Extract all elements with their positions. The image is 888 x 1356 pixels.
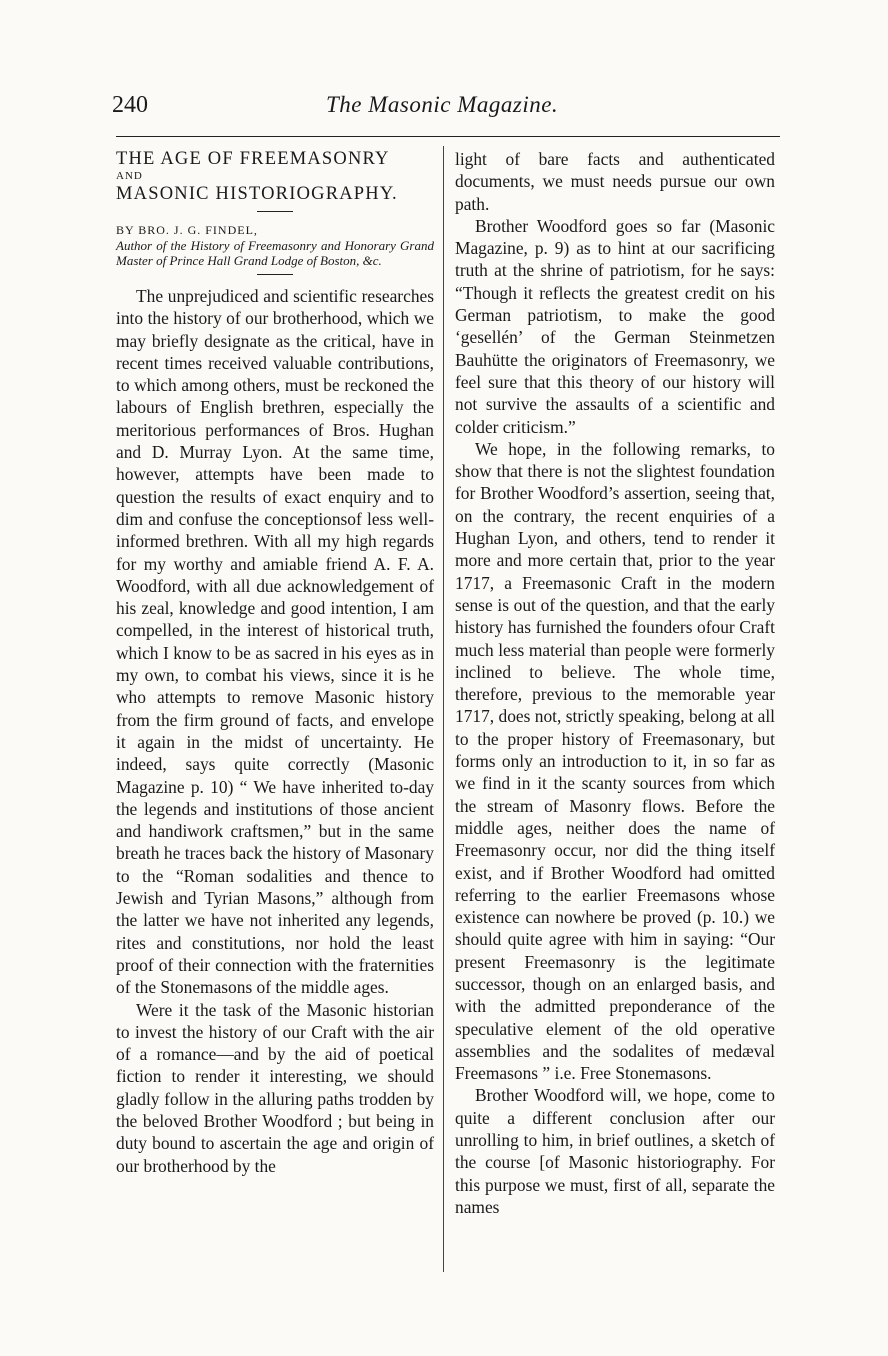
title-divider xyxy=(257,211,293,212)
paragraph: light of bare facts and authenticated documents, we must needs pursue our own path. xyxy=(455,149,775,214)
paragraph: Brother Woodford goes so far (Masonic Magazine, p. 9) as to hint at our sacrificing truth at the shrine of patriotism, for he says: “Though it reflects the greatest credit on his German patriotism, to make the good ‘gesellén’ of the German Steinmetzen Bauhütte the originators of Freemasonry, we feel sure that this theory of our history will not survive the assaults of a scientific and colder criticism.” xyxy=(455,215,775,437)
author-credentials: Author of the History of Freemasonry and Honorary Grand Master of Prince Hall Grand Lodge of Boston, &c. xyxy=(116,238,434,268)
byline-divider xyxy=(257,274,293,275)
column-separator xyxy=(443,146,444,1272)
page-number: 240 xyxy=(112,92,148,118)
article-title-line2: MASONIC HISTORIOGRAPHY. xyxy=(116,184,398,204)
page-header xyxy=(112,92,780,128)
paragraph: Were it the task of the Masonic historian to invest the history of our Craft with the air of a romance—and by the aid of poetical fiction to render it interesting, we should gladly follow in the alluring paths trodden by the beloved Brother Woodford ; but being in duty bound to ascertain the age and origin of our brotherhood by the xyxy=(116,999,434,1176)
left-column xyxy=(116,148,434,1177)
header-rule xyxy=(116,136,780,137)
paragraph: We hope, in the following remarks, to show that there is not the slightest foundation for Brother Woodford’s assertion, seeing that, on the contrary, the recent enquiries of a Hughan Lyon, and others, tend to render it more and more certain that, prior to the year 1717, a Freemasonic Craft in the modern sense is out of the question, and that the early history has furnished the founders ofour Craft much less material than people were formerly inclined to believe. The whole time, therefore, previous to the memorable year 1717, does not, strictly speaking, belong at all to the proper history of Freemasonary, but forms only an introduction to it, in so far as we find in it the scanty sources from which the stream of Masonry flows. Before the middle ages, neither does the name of Freemasonry occur, nor did the thing itself exist, and if Brother Woodford had omitted referring to the earlier Freemasons whose existence can nowhere be proved (p. 10.) we should quite agree with him in saying: “Our present Freemasonry is the legitimate successor, though on an enlarged basis, and with the admitted preponderance of the speculative element of the old operative assemblies and the sodalites of medæval Freemasons ” i.e. Free Stonemasons. xyxy=(455,438,775,1084)
paragraph: Brother Woodford will, we hope, come to quite a different conclusion after our unrolling to him, in brief outlines, a sketch of the course [of Masonic historiography. For this purpose we must, first of all, separate the names xyxy=(455,1085,775,1217)
article-title-line1: THE AGE OF FREEMASONRY xyxy=(116,149,390,169)
author-byline: BY BRO. J. G. FINDEL, xyxy=(116,223,258,237)
article-title-and: AND xyxy=(116,170,143,182)
running-title: The Masonic Magazine. xyxy=(326,92,559,117)
paragraph: The unprejudiced and scientific researches into the history of our brotherhood, which we may briefly designate as the critical, have in recent times received valuable contributions, to which among others, must be reckoned the labours of English brethren, especially the meritorious performances of Bros. Hughan and D. Murray Lyon. At the same time, however, attempts have been made to question the results of exact enquiry and to dim and confuse the conceptionsof less well-informed brethren. With all my high regards for my worthy and amiable friend A. F. A. Woodford, with all due acknowledgement of his zeal, knowledge and good intention, I am compelled, in the interest of historical truth, which I know to be as sacred in his eyes as in my own, to combat his views, since it is he who attempts to remove Masonic history from the firm ground of facts, and envelope it again in the midst of uncertainty. He indeed, says quite correctly (Masonic Magazine p. 10) “ We have inherited to-day the legends and institutions of those ancient and handiwork craftsmen,” but in the same breath he traces back the history of Masonary to the “Roman sodalities and thence to Jewish and Tyrian Masons,” although from the latter we have not inherited any legends, rites and constitutions, nor hold the least proof of their connection with the fraternities of the Stonemasons of the middle ages. xyxy=(116,286,434,998)
right-column xyxy=(455,148,775,1218)
